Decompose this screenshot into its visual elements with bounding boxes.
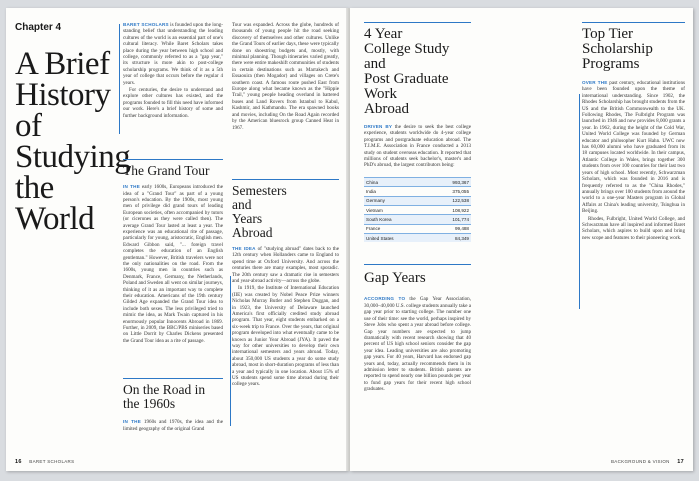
heading-line: Abroad	[232, 224, 273, 240]
page-number-left: 16	[15, 459, 22, 465]
heading-line: College Study	[364, 41, 450, 57]
four-year-paragraph	[364, 124, 471, 169]
title-line: History of	[15, 77, 111, 144]
table-cell-value: 108,922	[429, 205, 471, 214]
four-year-p1: the desire to seek the best college experience, students worldwide do 4-year college programs and postgraduate education abroad. The T.I.M.E. Association in France conducted a 2013 study on student overseas education. It reported that millions of students seek bachelor's, master's and PhD's abroad, the largest contributors being:	[364, 124, 471, 169]
heading-line: Abroad	[364, 101, 409, 117]
table-cell-country: Vietnam	[364, 205, 429, 214]
table-row	[364, 234, 471, 243]
right-footer	[611, 459, 684, 465]
table-cell-country: China	[364, 177, 429, 186]
heading-line: Scholarship	[582, 41, 653, 57]
semesters-accent-bar	[230, 276, 231, 426]
table-cell-value: 375,055	[429, 187, 471, 196]
title-line: the World	[15, 170, 95, 237]
table-cell-value: 84,349	[429, 234, 471, 243]
intro-accent-bar	[119, 24, 120, 134]
four-year-text	[364, 124, 471, 169]
page-number-right: 17	[677, 459, 684, 465]
gap-years-paragraph	[364, 296, 471, 392]
table-row	[364, 205, 471, 214]
title-line: A Brief	[15, 46, 110, 82]
road-lead: IN THE	[123, 419, 141, 425]
footer-label-right: BACKGROUND & VISION	[611, 459, 670, 464]
semesters-paragraph-2: In 1919, the Institute of International Education (IIE) was created by Nobel Peace Prize winners Nicholas Murray Butler and Stephen Duggan, and in 1923, the University of Delaware launched America's first officially credited study abroad program. That year, eight students embarked on a six-week trip to France. Over the years, that original program developed into what eventually came to be known as Junior Year Abroad (JYA). It paved the way for other universities to develop their own international semesters and years abroad. Today, about 350,000 US students a year do some study abroad, most in short-duration programs of less than a year and typically in one location. About 15% of US students spend some time abroad during their college years.	[232, 285, 339, 388]
table-cell-country: South Korea	[364, 215, 429, 224]
table-cell-value: 99,488	[429, 224, 471, 233]
scholarship-p1: past century, educational institutions have been founded upon the theme of international understanding. Since 1902, the Rhodes Scholarship has brought students from the US and the British Commonwealth to the UK. Following Rhodes, The Fulbright Program was launched in 1946 and now provides 8,000 grants a year. In 1962, during the height of the Cold War, United World College was founded by German educator and philosopher Kurt Hahn. UWC now has 60,000 alumni who have graduated from its 18 campuses located worldwide. In their campus, Atlantic College in Wales, brings together 300 students from over 100 countries for their last two years of high school. Most recently, Schwarzman Scholars, which was founded in 2016 and is frequently referred to as the "China Rhodes," annually brings over 100 students from around the world to a one-year Masters program in Global Affairs at China's leading university, Tsinghua in Beijing.	[582, 80, 685, 215]
heading-line: Semesters	[232, 182, 287, 198]
heading-road-1960s	[123, 383, 223, 411]
section-rule	[232, 179, 339, 180]
table-row	[364, 177, 471, 186]
grand-tour-paragraph	[123, 184, 223, 344]
grand-tour-lead: IN THE	[123, 184, 140, 190]
heading-four-year	[364, 27, 471, 117]
left-page	[6, 8, 348, 471]
heading-grand-tour: The Grand Tour	[123, 163, 210, 179]
gap-years-lead: ACCORDING TO	[364, 296, 406, 302]
table-row	[364, 215, 471, 224]
footer-label-left: BARET SCHOLARS	[29, 459, 75, 464]
road-p1: 1960s and 1970s, the idea and the limited geography of the original Grand	[123, 419, 223, 432]
heading-scholarship	[582, 27, 685, 72]
section-rule	[123, 378, 223, 379]
semesters-text	[232, 246, 339, 388]
middle-column	[123, 22, 223, 462]
road-continued-text	[232, 22, 339, 131]
table-cell-country: France	[364, 224, 429, 233]
grand-tour-text	[123, 184, 223, 344]
heading-line: Years	[232, 210, 263, 226]
road-1960s-text	[123, 419, 223, 432]
scholarship-accent-bar	[579, 94, 580, 309]
table-row	[364, 224, 471, 233]
section-rule	[364, 264, 471, 265]
heading-line: and	[364, 56, 386, 72]
heading-line: 4 Year	[364, 26, 403, 42]
section-rule	[582, 22, 685, 23]
chapter-title	[15, 46, 131, 237]
intro-paragraph	[123, 22, 223, 86]
road-paragraph	[123, 419, 223, 432]
intro-p1: is founded upon the long-standing belief that understanding the leading cultures of the world is an essential part of one's cultural literacy. While Baret Scholars takes place during the year between high school and college, commonly referred to as a "gap year," its structure is more akin to post-college scholarship programs. We think of it as a 5th year of college that occurs before the regular 4 years.	[123, 22, 223, 86]
right-page	[350, 8, 693, 471]
heading-semesters	[232, 184, 339, 240]
heading-line: and	[232, 196, 252, 212]
road-continued-paragraph: Tour was expanded. Across the globe, hundreds of thousands of young people hit the road seeking discovery of themselves and other cultures. Unlike the Grand Tours of earlier days, these were typically done on shoestring budgets and, mostly, with minimal planning. Though itineraries varied greatly, there were entire makeshift communities of students in certain destinations such as Marrakech and Essaouira (then Mogador) and villages on Crete's southern coast. A famous route pushed East from Europe along what became known as the "Hippie Trail," young people heading overland in battered buses and Land Rovers from Istanbul to Kabul, Kashmir, and Kathmandu. The era spawned books and movies, including On the Road Again recorded by the American bluesrock group Canned Heat in 1967.	[232, 22, 339, 131]
heading-gap-years: Gap Years	[364, 270, 426, 287]
section-rule	[364, 22, 471, 23]
student-stats-table	[364, 177, 471, 243]
heading-line: Post Graduate	[364, 71, 449, 87]
table-cell-country: United States	[364, 234, 429, 243]
table-cell-country: India	[364, 187, 429, 196]
intro-paragraph-2: For centuries, the desire to understand and explore other cultures has existed, and the programs founded to fill this need have informed our work. Here's a brief history of some and further background information.	[123, 87, 224, 119]
scholarship-column	[582, 22, 685, 462]
table-cell-value: 993,367	[429, 177, 471, 186]
semesters-p1: of "studying abroad" dates back to the 12th century when Hollanders came to England to spend time at Oxford University. And across the centuries there are many examples, most sporadic. The 20th century saw a dramatic rise in semesters and year-abroad activity—across the globe.	[232, 245, 339, 284]
heading-line: the 1960s	[123, 396, 176, 412]
table-cell-country: Germany	[364, 196, 429, 205]
table-cell-value: 101,774	[429, 215, 471, 224]
gap-years-p1: the Gap Year Association, 30,000–40,000 U.S. college students annually take a gap year prior to starting college. The number one use of their time: see the world, perhaps inspired by Steve Jobs who spent a year abroad before college. Gap year numbers are expected to jump dramatically with recent research showing that 40 percent of US high school seniors consider the gap year idea. Leading universities are also promoting gap years. For 40 years, Harvard has endorsed gap years and, today, actually recommends them in its admission letter to students. British parents are reported to spend nearly one billion pounds per year to fund gap years for their recent high school graduates.	[364, 296, 471, 393]
table-row	[364, 187, 471, 196]
chapter-label: Chapter 4	[15, 22, 62, 33]
left-footer	[15, 459, 74, 465]
heading-line: Top Tier	[582, 26, 634, 42]
table-cell-value: 122,538	[429, 196, 471, 205]
scholarship-text	[582, 80, 685, 241]
scholarship-paragraph-2: Rhodes, Fulbright, United World College, and Schwarzman have all inspired and informed Baret Scholars, which aspires to build upon and bring new scope and features to their pioneering work.	[582, 215, 685, 241]
four-year-lead: DRIVEN BY	[364, 124, 393, 129]
table-row	[364, 196, 471, 205]
title-line: Studying	[15, 139, 131, 175]
heading-line: Work	[364, 86, 397, 102]
section-rule	[123, 159, 223, 160]
semesters-lead: THE IDEA	[232, 245, 256, 251]
intro-lead: BARET SCHOLARS	[123, 22, 169, 27]
gap-years-text	[364, 296, 471, 392]
heading-line: On the Road in	[123, 382, 206, 398]
scholarship-paragraph	[582, 80, 685, 215]
right-column	[232, 22, 339, 462]
intro-text	[123, 22, 223, 119]
scholarship-lead: OVER THE	[582, 80, 608, 85]
grand-tour-p1: early 1600s, Europeans introduced the idea of a "Grand Tour" as part of a young person's education. By the 1900s, most young men of privilege did grand tours of leading European societies, often accompanied by tutors (or cicerones as they were called then). The average Grand Tour lasted at least a year. The experience was an educational rite of passage, particularly for young, aristocratic, English men. Edward Gibbon said, "... foreign travel completes the education of an English gentleman." However, British travelers were not the only nationalities on the road. From the 1600s, young men in countries such as Denmark, France, Germany, the Netherlands, Poland and Sweden all went on similar journeys, thinking of it as an important way to complete their education. Americans of the 19th century Gilded Age expanded the Grand Tour idea to include both sexes. The less privileged tried to mimic the idea, as Mark Twain captured in his enormously popular Innocents Abroad in 1869. Further, in 2009, the BBC/PBS miniseries based on Little Dorrit by Charles Dickens presented the Grand Tour idea as a rite of passage.	[123, 184, 223, 344]
study-abroad-column	[364, 22, 471, 462]
semesters-paragraph	[232, 246, 339, 284]
heading-line: Programs	[582, 56, 640, 72]
title-column	[15, 22, 131, 462]
